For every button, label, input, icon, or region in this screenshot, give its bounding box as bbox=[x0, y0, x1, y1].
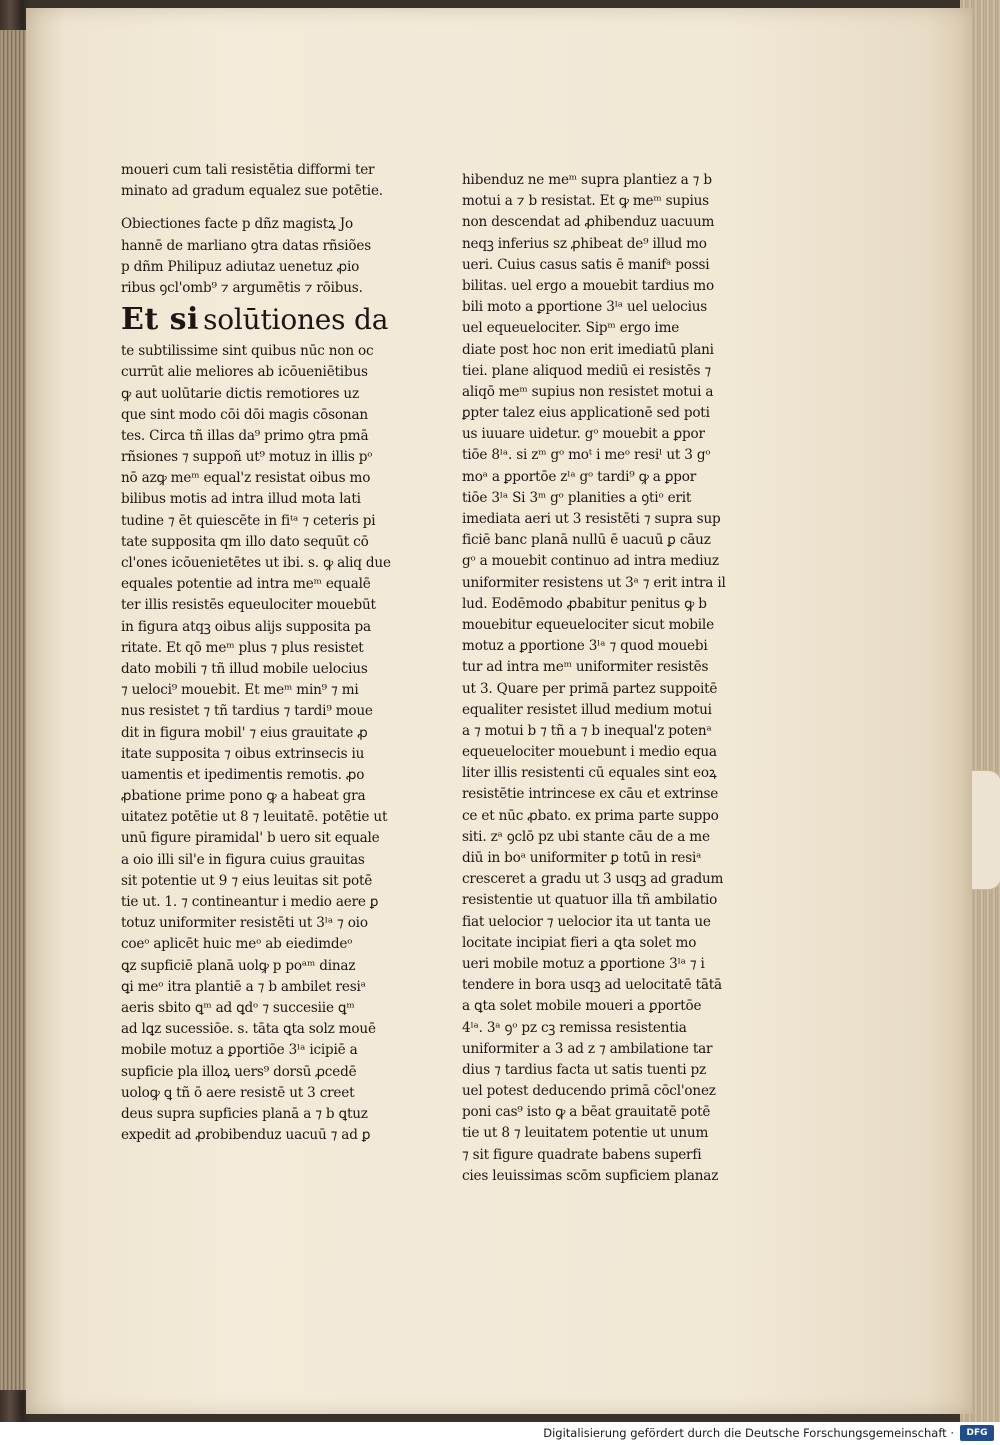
text-line: tur ad intra meᵐ uniformiter resistēs bbox=[462, 659, 709, 676]
text-line: motui a ⁊ b resistat. Et ꝙ meᵐ supius bbox=[462, 193, 709, 210]
text-line: dit in figura mobil' ⁊ eius grauitate ꝓ bbox=[121, 724, 368, 741]
text-line: deus supra supficies planā a ⁊ b ꝗtuz bbox=[121, 1105, 368, 1122]
text-line: tiōe 3ˡᵃ Si 3ᵐ gᵒ planities a ꝯtiᵒ erit bbox=[462, 489, 692, 506]
text-line: a oio illi sil'e in figura cuius grauitas bbox=[121, 851, 365, 868]
heading-initial: Et si bbox=[121, 302, 199, 338]
text-line: tiōe 8ˡᵃ. si zᵐ gᵒ moᵗ i meᵒ resiˡ ut 3 gᵒ bbox=[462, 447, 711, 464]
text-line: ꝙ aut uolūtarie dictis remotiores uz bbox=[121, 385, 359, 402]
text-line: locitate incipiat fieri a ꝗta solet mo bbox=[462, 934, 697, 951]
text-line: itate supposita ⁊ oibus extrinsecis iu bbox=[121, 745, 365, 762]
text-line: a ꝗta solet mobile moueri a ꝑportōe bbox=[462, 998, 702, 1015]
text-line: moueri cum tali resistētia difformi ter bbox=[121, 162, 375, 178]
text-line: uoloꝙ ꝗ tñ ō aere resistē ut 3 creet bbox=[121, 1084, 355, 1101]
text-line: ficiē banc planā nullū ē uacuū ꝑ cāuz bbox=[462, 532, 711, 549]
text-line: dato mobili ⁊ tñ illud mobile uelocius bbox=[121, 660, 368, 677]
text-line: in figura atqꝫ oibus alijs supposita pa bbox=[121, 618, 371, 635]
text-line: te subtilissime sint quibus nūc non oc bbox=[121, 343, 374, 360]
text-line: a ⁊ motui b ⁊ tñ a ⁊ b inequal'z potenᵃ bbox=[462, 722, 712, 739]
text-line: liter illis resistenti cū equales sint eoꝝ bbox=[462, 765, 717, 782]
text-line: mobile motuz a ꝑportiōe 3ˡᵃ icipiē a bbox=[121, 1042, 358, 1059]
text-line: uniformiter a 3 ad z ⁊ ambilatione tar bbox=[462, 1040, 713, 1057]
objection-paragraph bbox=[121, 214, 406, 299]
text-line: bilitas. uel ergo a mouebit tardius mo bbox=[462, 277, 714, 294]
left-top-lines bbox=[121, 160, 406, 202]
text-line: nō azꝙ meᵐ equal'z resistat oibus mo bbox=[121, 470, 371, 487]
text-line: equaliter resistet illud medium motui bbox=[462, 701, 712, 718]
objection-line: ribus ꝯcl'omb⁹ ⁊ argumētis ⁊ rōibus. bbox=[121, 279, 363, 296]
text-line: imediata aeri ut 3 resistēti ⁊ supra sup bbox=[462, 511, 721, 527]
right-column bbox=[462, 170, 742, 1187]
text-line: ueri mobile motuz a ꝑportione 3ˡᵃ ⁊ i bbox=[462, 955, 705, 972]
text-line: tudine ⁊ ēt quiescēte in fiᵗᵃ ⁊ ceteris pi bbox=[121, 512, 376, 529]
text-line: ꝑpter talez eius applicationē sed poti bbox=[462, 405, 710, 422]
section-heading bbox=[121, 299, 406, 341]
text-line: mouebitur equeuelociter sicut mobile bbox=[462, 616, 714, 633]
text-line: cies leuissimas scōm supficiem planaz bbox=[462, 1167, 719, 1184]
text-line: 4ˡᵃ. 3ᵃ ꝯᵒ pz cꝫ remissa resistentia bbox=[462, 1019, 687, 1036]
objection-line: p dñm Philipuz adiutaz uenetuz ꝓio bbox=[121, 258, 360, 275]
text-line: motuz a ꝑportione 3ˡᵃ ⁊ quod mouebi bbox=[462, 638, 708, 655]
text-line: uel equeuelociter. Sipᵐ ergo ime bbox=[462, 320, 680, 337]
text-line: uitatez potētie ut 8 ⁊ leuitatē. potētie ut bbox=[121, 809, 388, 826]
text-line: tendere in bora usqꝫ ad uelocitatē tātā bbox=[462, 977, 722, 994]
text-line: moᵃ a ꝑportōe zˡᵃ gᵒ tardi⁹ ꝙ a ꝑpor bbox=[462, 468, 697, 485]
text-line: tes. Circa tñ illas da⁹ primo ꝯtra pmā bbox=[121, 427, 369, 444]
text-line: unū figure piramidal' b uero sit equale bbox=[121, 830, 380, 847]
text-line: minato ad gradum equalez sue potētie. bbox=[121, 183, 383, 200]
text-line: ⁊ sit figure quadrate babens superfi bbox=[462, 1146, 702, 1163]
text-line: poni cas⁹ isto ꝙ a bēat grauitatē potē bbox=[462, 1104, 711, 1121]
text-line: fiat uelocior ⁊ uelocior ita ut tanta ue bbox=[462, 913, 711, 930]
heading-rest: solūtiones da bbox=[203, 303, 389, 337]
text-line: ad lꝗz sucessiōe. s. tāta ꝗta solz mouē bbox=[121, 1021, 376, 1038]
text-line: us iuuare uidetur. gᵒ mouebit a ꝑpor bbox=[462, 426, 705, 443]
text-line: ritate. Et qō meᵐ plus ⁊ plus resistet bbox=[121, 639, 364, 656]
text-line: ce et nūc ꝓbato. ex prima parte suppo bbox=[462, 807, 719, 824]
text-line: equales potentie ad intra meᵐ equalē bbox=[121, 576, 371, 593]
text-line: coeᵒ aplicēt huic meᵒ ab eiedimdeᵒ bbox=[121, 936, 353, 953]
text-line: ꝓbatione prime pono ꝙ a habeat gra bbox=[121, 788, 366, 805]
text-line: uel potest deducendo primā cōcl'onez bbox=[462, 1083, 716, 1100]
objection-line: hannē de marliano ꝯtra datas rñsiões bbox=[121, 237, 371, 254]
text-line: resistētie intrincese ex cāu et extrinse bbox=[462, 786, 719, 803]
text-line: lud. Eodēmodo ꝓbabitur penitus ꝙ b bbox=[462, 595, 707, 612]
text-line: cresceret a gradu ut 3 usqꝫ ad gradum bbox=[462, 871, 724, 888]
text-line: currūt alie meliores ab icōueniētibus bbox=[121, 364, 368, 381]
text-line: neqꝫ inferius sz ꝓhibeat de⁹ illud mo bbox=[462, 235, 707, 252]
right-body-text bbox=[462, 170, 742, 1187]
text-line: equeuelociter mouebunt i medio equa bbox=[462, 744, 717, 761]
book-edge-left bbox=[0, 30, 26, 1390]
footer-credit: Digitalisierung gefördert durch die Deutsche Forschungsgemeinschaft · bbox=[543, 1426, 954, 1440]
text-line: rñsiones ⁊ suppoñ ut⁹ motuz in illis pᵒ bbox=[121, 449, 373, 466]
text-line: bili moto a ꝑportione 3ˡᵃ uel uelocius bbox=[462, 299, 708, 316]
text-line: gᵒ a mouebit continuo ad intra mediuz bbox=[462, 553, 719, 570]
text-line: dius ⁊ tardius facta ut satis tuenti pz bbox=[462, 1061, 706, 1078]
text-line: resistentie ut quatuor illa tñ ambilatio bbox=[462, 892, 718, 909]
text-line: sit potentie ut 9 ⁊ eius leuitas sit potē bbox=[121, 872, 373, 889]
left-column bbox=[121, 160, 406, 1146]
dfg-logo: DFG bbox=[960, 1425, 994, 1441]
text-line: tie ut. 1. ⁊ contineantur i medio aere ꝑ bbox=[121, 894, 379, 910]
text-line: ꝗi meᵒ itra plantiē a ⁊ b ambilet resiᵃ bbox=[121, 978, 366, 995]
text-line: ter illis resistēs equeulociter mouebūt bbox=[121, 597, 376, 614]
text-line: siti. zᵃ ꝯclō pz ubi stante cāu de a me bbox=[462, 828, 710, 845]
text-line: ꝗz supficiē planā uolꝙ p poᵃᵐ dinaz bbox=[121, 957, 356, 974]
left-body-text bbox=[121, 341, 406, 1146]
text-line: aeris sbito ꝗᵐ ad ꝗdᵒ ⁊ succesiie ꝗᵐ bbox=[121, 999, 355, 1016]
text-line: diū in boᵃ uniformiter ꝑ totū in resiᵃ bbox=[462, 850, 702, 866]
text-line: expedit ad ꝓrobibenduz uacuū ⁊ ad ꝑ bbox=[121, 1127, 371, 1144]
objection-line: Obiectiones facte p dñz magistꝝ Jo bbox=[121, 216, 353, 233]
text-line: bilibus motis ad intra illud mota lati bbox=[121, 491, 361, 508]
text-line: tie ut 8 ⁊ leuitatem potentie ut unum bbox=[462, 1125, 709, 1142]
footer-bar bbox=[0, 1422, 1000, 1445]
text-line: tate supposita qm illo dato sequūt cō bbox=[121, 533, 369, 550]
text-line: ueri. Cuius casus satis ē manifᵃ possi bbox=[462, 256, 710, 273]
text-line: ut 3. Quare per primā partez suppoitē bbox=[462, 680, 718, 697]
text-line: cl'ones icōuenietētes ut ibi. s. ꝙ aliq due bbox=[121, 555, 391, 571]
text-line: nus resistet ⁊ tñ tardius ⁊ tardi⁹ moue bbox=[121, 703, 373, 720]
text-line: diate post hoc non erit imediatū plani bbox=[462, 341, 714, 358]
text-line: non descendat ad ꝓhibenduz uacuum bbox=[462, 214, 715, 231]
text-line: aliqō meᵐ supius non resistet motui a bbox=[462, 383, 714, 400]
text-line: totuz uniformiter resistēti ut 3ˡᵃ ⁊ oio bbox=[121, 915, 368, 932]
text-line: hibenduz ne meᵐ supra plantiez a ⁊ b bbox=[462, 172, 712, 188]
text-line: uniformiter resistens ut 3ᵃ ⁊ erit intra il bbox=[462, 574, 726, 591]
text-line: tiei. plane aliquod mediū ei resistēs ⁊ bbox=[462, 362, 711, 379]
text-line: que sint modo cōi dōi magis cōsonan bbox=[121, 406, 368, 423]
text-line: uamentis et ipedimentis remotis. ꝓo bbox=[121, 766, 365, 783]
text-line: supficie pla illoꝝ uers⁹ dorsū ꝓcedē bbox=[121, 1063, 357, 1080]
text-line: ⁊ ueloci⁹ mouebit. Et meᵐ min⁹ ⁊ mi bbox=[121, 682, 359, 699]
